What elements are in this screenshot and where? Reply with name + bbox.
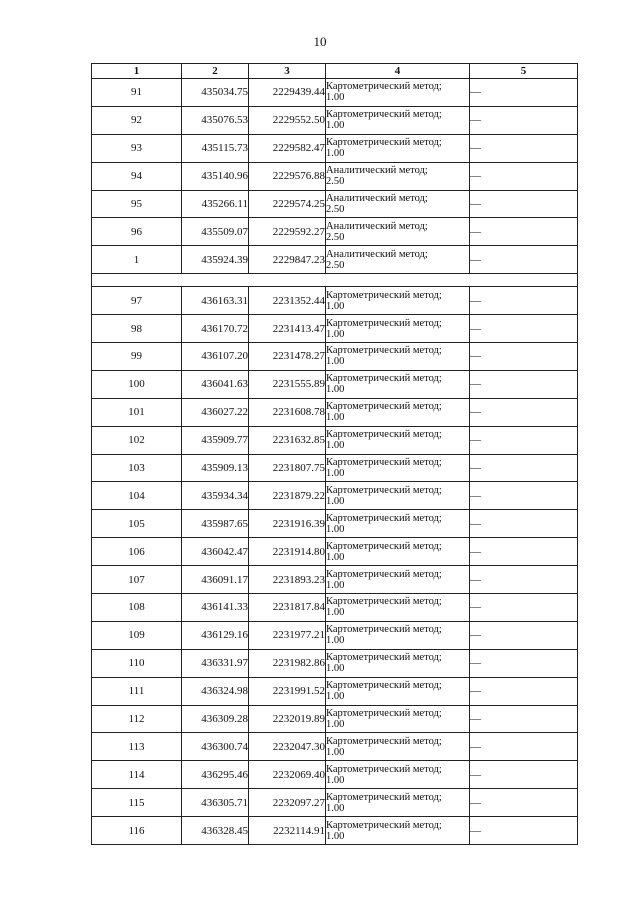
method-cell (326, 315, 470, 343)
point-number-cell: 110 (92, 649, 182, 677)
coordinate-y-cell: 2231608.78 (249, 398, 326, 426)
coordinate-x-cell: 436331.97 (182, 649, 249, 677)
coordinate-y-cell: 2231977.21 (249, 621, 326, 649)
separator-row (92, 274, 578, 287)
method-label: Картометрический метод; (326, 512, 442, 524)
method-label: Картометрический метод; (326, 624, 442, 636)
point-number-cell: 105 (92, 510, 182, 538)
page-number: 10 (313, 34, 327, 49)
coordinate-x-cell: 435140.96 (182, 162, 249, 190)
note-cell: — (470, 538, 578, 566)
note-cell: — (470, 649, 578, 677)
coordinate-x-cell: 436129.16 (182, 621, 249, 649)
coordinate-y-cell: 2231555.89 (249, 370, 326, 398)
point-number-cell: 95 (92, 190, 182, 218)
table-body-section-b (92, 287, 578, 845)
note-cell: — (470, 789, 578, 817)
method-cell (326, 566, 470, 594)
column-header-3: 3 (249, 64, 326, 79)
method-cell (326, 538, 470, 566)
point-number-cell: 93 (92, 134, 182, 162)
point-number-cell: 113 (92, 733, 182, 761)
method-label: Картометрический метод; (326, 429, 442, 441)
precision-value: 2.50 (326, 231, 345, 243)
method-cell (326, 621, 470, 649)
coordinate-x-cell: 435909.77 (182, 426, 249, 454)
method-cell (326, 705, 470, 733)
coordinate-x-cell: 436324.98 (182, 677, 249, 705)
note-cell: — (470, 343, 578, 371)
precision-value: 1.00 (326, 719, 345, 731)
note-cell: — (470, 190, 578, 218)
method-label: Картометрический метод; (326, 289, 442, 301)
note-cell: — (470, 162, 578, 190)
note-cell: — (470, 621, 578, 649)
table-row (92, 761, 578, 789)
point-number-cell: 108 (92, 594, 182, 622)
point-number-cell: 99 (92, 343, 182, 371)
coordinate-x-cell: 436041.63 (182, 370, 249, 398)
coordinate-y-cell: 2229552.50 (249, 106, 326, 134)
coordinate-x-cell: 435115.73 (182, 134, 249, 162)
precision-value: 2.50 (326, 259, 345, 271)
point-number-cell: 107 (92, 566, 182, 594)
method-label: Картометрический метод; (326, 540, 442, 552)
method-cell (326, 287, 470, 315)
point-number-cell: 98 (92, 315, 182, 343)
precision-value: 1.00 (326, 328, 345, 340)
precision-value: 1.00 (326, 579, 345, 591)
table-row (92, 162, 578, 190)
precision-value: 1.00 (326, 356, 345, 368)
method-cell (326, 398, 470, 426)
precision-value: 1.00 (326, 551, 345, 563)
precision-value: 2.50 (326, 204, 345, 215)
point-number-cell: 102 (92, 426, 182, 454)
coordinate-x-cell: 435909.13 (182, 454, 249, 482)
table-row (92, 398, 578, 426)
point-number-cell: 97 (92, 287, 182, 315)
coordinate-y-cell: 2231982.86 (249, 649, 326, 677)
method-cell (326, 817, 470, 845)
coordinate-y-cell: 2229592.27 (249, 218, 326, 246)
method-label: Картометрический метод; (326, 652, 442, 664)
table-row (92, 106, 578, 134)
point-number-cell: 1 (92, 246, 182, 274)
coordinate-y-cell: 2232047.30 (249, 733, 326, 761)
table-row (92, 789, 578, 817)
method-label: Аналитический метод; (326, 248, 428, 260)
table-row (92, 343, 578, 371)
note-cell: — (470, 106, 578, 134)
method-label: Картометрический метод; (326, 137, 442, 149)
point-number-cell: 104 (92, 482, 182, 510)
coordinate-y-cell: 2229439.44 (249, 79, 326, 107)
method-cell (326, 677, 470, 705)
method-cell (326, 79, 470, 107)
method-cell (326, 343, 470, 371)
table-row (92, 190, 578, 218)
table-row (92, 218, 578, 246)
point-number-cell: 100 (92, 370, 182, 398)
table-row (92, 134, 578, 162)
method-label: Аналитический метод; (326, 193, 428, 204)
coordinate-y-cell: 2231914.80 (249, 538, 326, 566)
column-header-1: 1 (92, 64, 182, 79)
precision-value: 1.00 (326, 412, 345, 424)
table-row (92, 454, 578, 482)
note-cell: — (470, 761, 578, 789)
method-cell (326, 162, 470, 190)
coordinate-x-cell: 435509.07 (182, 218, 249, 246)
coordinate-x-cell: 436163.31 (182, 287, 249, 315)
point-number-cell: 101 (92, 398, 182, 426)
point-number-cell: 94 (92, 162, 182, 190)
method-label: Картометрический метод; (326, 568, 442, 580)
note-cell: — (470, 79, 578, 107)
coordinate-x-cell: 435076.53 (182, 106, 249, 134)
note-cell: — (470, 733, 578, 761)
coordinate-y-cell: 2232097.27 (249, 789, 326, 817)
precision-value: 1.00 (326, 691, 345, 703)
table-row (92, 370, 578, 398)
column-header-2: 2 (182, 64, 249, 79)
method-label: Картометрический метод; (326, 484, 442, 496)
method-cell (326, 134, 470, 162)
note-cell: — (470, 566, 578, 594)
table-row (92, 315, 578, 343)
point-number-cell: 106 (92, 538, 182, 566)
precision-value: 1.00 (326, 440, 345, 452)
point-number-cell: 111 (92, 677, 182, 705)
coordinate-x-cell: 436170.72 (182, 315, 249, 343)
method-label: Картометрический метод; (326, 819, 442, 831)
coordinate-x-cell: 436091.17 (182, 566, 249, 594)
point-number-cell: 92 (92, 106, 182, 134)
coordinate-x-cell: 436309.28 (182, 705, 249, 733)
method-cell (326, 482, 470, 510)
method-cell (326, 190, 470, 218)
method-label: Аналитический метод; (326, 165, 428, 177)
precision-value: 1.00 (326, 92, 345, 104)
method-cell (326, 761, 470, 789)
precision-value: 1.00 (326, 495, 345, 507)
coordinate-y-cell: 2231807.75 (249, 454, 326, 482)
coordinate-x-cell: 436107.20 (182, 343, 249, 371)
column-header-5: 5 (470, 64, 578, 79)
coordinate-y-cell: 2231916.39 (249, 510, 326, 538)
table-row (92, 594, 578, 622)
coordinate-y-cell: 2229576.88 (249, 162, 326, 190)
method-label: Картометрический метод; (326, 401, 442, 413)
coordinate-x-cell: 435924.39 (182, 246, 249, 274)
table-row (92, 246, 578, 274)
table-row (92, 79, 578, 107)
coordinate-y-cell: 2231413.47 (249, 315, 326, 343)
table-row (92, 677, 578, 705)
note-cell: — (470, 817, 578, 845)
coordinate-y-cell: 2231991.52 (249, 677, 326, 705)
table-row (92, 705, 578, 733)
point-number-cell: 114 (92, 761, 182, 789)
note-cell: — (470, 287, 578, 315)
coordinate-y-cell: 2232019.89 (249, 705, 326, 733)
coordinate-x-cell: 435266.11 (182, 190, 249, 218)
coordinate-x-cell: 435987.65 (182, 510, 249, 538)
method-label: Картометрический метод; (326, 81, 442, 93)
coordinate-y-cell: 2232069.40 (249, 761, 326, 789)
coordinate-y-cell: 2231352.44 (249, 287, 326, 315)
point-number-cell: 96 (92, 218, 182, 246)
table-body-section-a (92, 79, 578, 274)
method-cell (326, 594, 470, 622)
method-cell (326, 733, 470, 761)
method-label: Картометрический метод; (326, 109, 442, 121)
note-cell: — (470, 454, 578, 482)
coordinate-x-cell: 436027.22 (182, 398, 249, 426)
method-label: Картометрический метод; (326, 735, 442, 747)
precision-value: 1.00 (326, 120, 345, 132)
precision-value: 2.50 (326, 176, 345, 188)
precision-value: 1.00 (326, 148, 345, 160)
method-label: Картометрический метод; (326, 680, 442, 692)
method-cell (326, 426, 470, 454)
precision-value: 1.00 (326, 523, 345, 535)
method-cell (326, 649, 470, 677)
method-label: Аналитический метод; (326, 220, 428, 232)
note-cell: — (470, 510, 578, 538)
coordinate-x-cell: 436295.46 (182, 761, 249, 789)
table-row (92, 621, 578, 649)
coordinate-x-cell: 436042.47 (182, 538, 249, 566)
section-separator (92, 274, 578, 287)
table-row (92, 287, 578, 315)
note-cell: — (470, 677, 578, 705)
precision-value: 1.00 (326, 384, 345, 396)
table-row (92, 482, 578, 510)
note-cell: — (470, 134, 578, 162)
point-number-cell: 91 (92, 79, 182, 107)
precision-value: 1.00 (326, 607, 345, 619)
table-row (92, 817, 578, 845)
coordinate-x-cell: 435034.75 (182, 79, 249, 107)
method-label: Картометрический метод; (326, 708, 442, 720)
table-row (92, 538, 578, 566)
table-row (92, 566, 578, 594)
table-header (92, 64, 578, 79)
column-header-4: 4 (326, 64, 470, 79)
precision-value: 1.00 (326, 802, 345, 814)
method-cell (326, 454, 470, 482)
coordinate-y-cell: 2231478.27 (249, 343, 326, 371)
coordinate-y-cell: 2229582.47 (249, 134, 326, 162)
precision-value: 1.00 (326, 635, 345, 647)
point-number-cell: 115 (92, 789, 182, 817)
precision-value: 1.00 (326, 774, 345, 786)
method-label: Картометрический метод; (326, 791, 442, 803)
coordinate-x-cell: 436305.71 (182, 789, 249, 817)
table-row (92, 733, 578, 761)
note-cell: — (470, 218, 578, 246)
method-cell (326, 106, 470, 134)
method-cell (326, 218, 470, 246)
method-label: Картометрический метод; (326, 763, 442, 775)
note-cell: — (470, 482, 578, 510)
note-cell: — (470, 246, 578, 274)
coordinate-y-cell: 2231632.85 (249, 426, 326, 454)
precision-value: 1.00 (326, 746, 345, 758)
coordinate-y-cell: 2232114.91 (249, 817, 326, 845)
coordinate-x-cell: 436141.33 (182, 594, 249, 622)
coordinate-x-cell: 436328.45 (182, 817, 249, 845)
coordinate-x-cell: 436300.74 (182, 733, 249, 761)
coordinate-y-cell: 2231879.22 (249, 482, 326, 510)
method-cell (326, 789, 470, 817)
point-number-cell: 112 (92, 705, 182, 733)
table-row (92, 426, 578, 454)
coordinate-y-cell: 2231893.23 (249, 566, 326, 594)
coordinates-table (91, 63, 578, 845)
method-cell (326, 510, 470, 538)
point-number-cell: 103 (92, 454, 182, 482)
precision-value: 1.00 (326, 300, 345, 312)
coordinate-x-cell: 435934.34 (182, 482, 249, 510)
precision-value: 1.00 (326, 468, 345, 480)
note-cell: — (470, 370, 578, 398)
method-cell (326, 370, 470, 398)
coordinate-y-cell: 2229574.25 (249, 190, 326, 218)
method-label: Картометрический метод; (326, 317, 442, 329)
note-cell: — (470, 594, 578, 622)
method-label: Картометрический метод; (326, 373, 442, 385)
table-row (92, 649, 578, 677)
table-row (92, 510, 578, 538)
note-cell: — (470, 315, 578, 343)
note-cell: — (470, 426, 578, 454)
precision-value: 1.00 (326, 830, 345, 842)
precision-value: 1.00 (326, 663, 345, 675)
note-cell: — (470, 398, 578, 426)
coordinate-y-cell: 2229847.23 (249, 246, 326, 274)
note-cell: — (470, 705, 578, 733)
method-label: Картометрический метод; (326, 457, 442, 469)
point-number-cell: 109 (92, 621, 182, 649)
method-cell (326, 246, 470, 274)
point-number-cell: 116 (92, 817, 182, 845)
method-label: Картометрический метод; (326, 596, 442, 608)
coordinate-y-cell: 2231817.84 (249, 594, 326, 622)
method-label: Картометрический метод; (326, 345, 442, 357)
